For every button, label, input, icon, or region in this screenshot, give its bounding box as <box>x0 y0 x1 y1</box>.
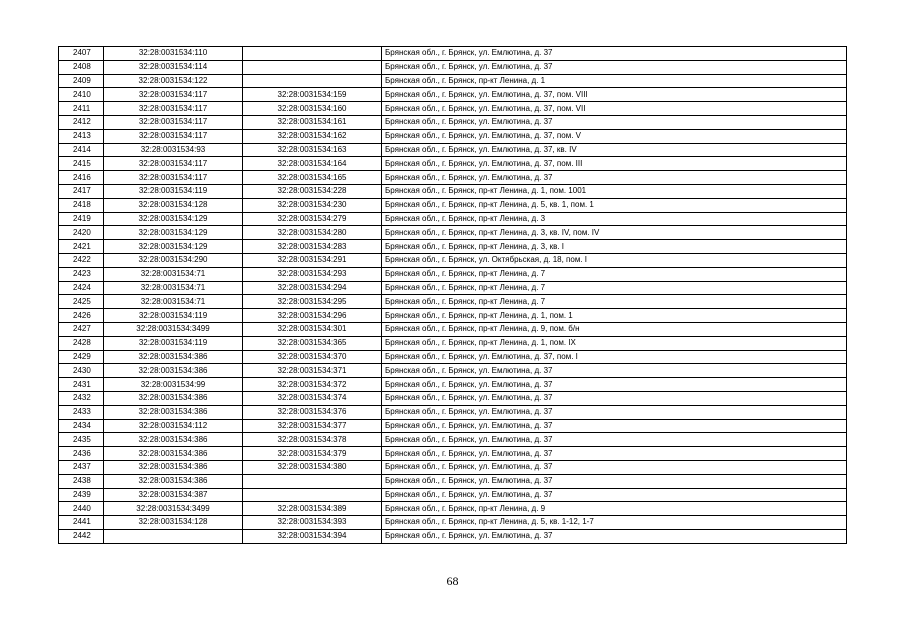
row-number-cell: 2414 <box>59 143 104 157</box>
room-cadastral-number-cell: 32:28:0031534:376 <box>243 405 382 419</box>
room-cadastral-number-cell: 32:28:0031534:296 <box>243 309 382 323</box>
table-row <box>59 281 847 295</box>
page-number: 68 <box>446 574 459 588</box>
room-cadastral-number-cell: 32:28:0031534:159 <box>243 88 382 102</box>
cadastral-number-cell <box>104 529 243 543</box>
room-cadastral-number-cell: 32:28:0031534:160 <box>243 102 382 116</box>
room-cadastral-number-cell: 32:28:0031534:379 <box>243 447 382 461</box>
row-number-cell: 2425 <box>59 295 104 309</box>
room-cadastral-number-cell: 32:28:0031534:378 <box>243 433 382 447</box>
row-number-cell: 2435 <box>59 433 104 447</box>
row-number-cell: 2420 <box>59 226 104 240</box>
row-number-cell: 2432 <box>59 391 104 405</box>
address-cell: Брянская обл., г. Брянск, пр-кт Ленина, д. 9 <box>382 502 847 516</box>
table-row <box>59 267 847 281</box>
row-number-cell: 2418 <box>59 198 104 212</box>
cadastral-number-cell: 32:28:0031534:3499 <box>104 502 243 516</box>
address-cell: Брянская обл., г. Брянск, ул. Емлютина, д. 37 <box>382 488 847 502</box>
address-cell: Брянская обл., г. Брянск, ул. Емлютина, д. 37, пом. VIII <box>382 88 847 102</box>
room-cadastral-number-cell: 32:28:0031534:293 <box>243 267 382 281</box>
row-number-cell: 2413 <box>59 129 104 143</box>
address-cell: Брянская обл., г. Брянск, ул. Емлютина, д. 37 <box>382 405 847 419</box>
table-row <box>59 240 847 254</box>
row-number-cell: 2419 <box>59 212 104 226</box>
room-cadastral-number-cell <box>243 74 382 88</box>
table-row <box>59 171 847 185</box>
address-cell: Брянская обл., г. Брянск, ул. Емлютина, д. 37, пом. VII <box>382 102 847 116</box>
cadastral-number-cell: 32:28:0031534:129 <box>104 240 243 254</box>
cadastral-number-cell: 32:28:0031534:119 <box>104 336 243 350</box>
address-cell: Брянская обл., г. Брянск, ул. Емлютина, д. 37 <box>382 391 847 405</box>
table-row <box>59 350 847 364</box>
table-row <box>59 295 847 309</box>
table-row <box>59 447 847 461</box>
table-row <box>59 516 847 530</box>
row-number-cell: 2411 <box>59 102 104 116</box>
row-number-cell: 2437 <box>59 460 104 474</box>
address-cell: Брянская обл., г. Брянск, ул. Емлютина, д. 37, пом. I <box>382 350 847 364</box>
table-row <box>59 212 847 226</box>
row-number-cell: 2430 <box>59 364 104 378</box>
room-cadastral-number-cell: 32:28:0031534:380 <box>243 460 382 474</box>
row-number-cell: 2433 <box>59 405 104 419</box>
table-row <box>59 102 847 116</box>
room-cadastral-number-cell: 32:28:0031534:301 <box>243 322 382 336</box>
room-cadastral-number-cell: 32:28:0031534:372 <box>243 378 382 392</box>
table-row <box>59 433 847 447</box>
cadastral-number-cell: 32:28:0031534:386 <box>104 391 243 405</box>
table-row <box>59 488 847 502</box>
cadastral-number-cell: 32:28:0031534:71 <box>104 267 243 281</box>
address-cell: Брянская обл., г. Брянск, ул. Емлютина, д. 37 <box>382 364 847 378</box>
address-cell: Брянская обл., г. Брянск, ул. Емлютина, д. 37, пом. V <box>382 129 847 143</box>
cadastral-number-cell: 32:28:0031534:386 <box>104 350 243 364</box>
row-number-cell: 2409 <box>59 74 104 88</box>
table-row <box>59 47 847 61</box>
cadastral-number-cell: 32:28:0031534:386 <box>104 447 243 461</box>
table-row <box>59 74 847 88</box>
room-cadastral-number-cell: 32:28:0031534:393 <box>243 516 382 530</box>
address-cell: Брянская обл., г. Брянск, ул. Емлютина, д. 37 <box>382 460 847 474</box>
room-cadastral-number-cell: 32:28:0031534:165 <box>243 171 382 185</box>
address-cell: Брянская обл., г. Брянск, ул. Емлютина, д. 37, пом. III <box>382 157 847 171</box>
table-row <box>59 115 847 129</box>
table-row <box>59 364 847 378</box>
row-number-cell: 2428 <box>59 336 104 350</box>
room-cadastral-number-cell: 32:28:0031534:374 <box>243 391 382 405</box>
table-body <box>59 47 847 544</box>
cadastral-number-cell: 32:28:0031534:387 <box>104 488 243 502</box>
cadastral-number-cell: 32:28:0031534:110 <box>104 47 243 61</box>
cadastral-number-cell: 32:28:0031534:117 <box>104 129 243 143</box>
room-cadastral-number-cell: 32:28:0031534:230 <box>243 198 382 212</box>
cadastral-number-cell: 32:28:0031534:3499 <box>104 322 243 336</box>
cadastral-number-cell: 32:28:0031534:386 <box>104 364 243 378</box>
row-number-cell: 2438 <box>59 474 104 488</box>
table-row <box>59 378 847 392</box>
table-row <box>59 143 847 157</box>
row-number-cell: 2442 <box>59 529 104 543</box>
cadastral-number-cell: 32:28:0031534:129 <box>104 226 243 240</box>
cadastral-number-cell: 32:28:0031534:122 <box>104 74 243 88</box>
address-cell: Брянская обл., г. Брянск, пр-кт Ленина, д. 7 <box>382 295 847 309</box>
room-cadastral-number-cell: 32:28:0031534:365 <box>243 336 382 350</box>
row-number-cell: 2431 <box>59 378 104 392</box>
cadastral-number-cell: 32:28:0031534:117 <box>104 171 243 185</box>
table-row <box>59 253 847 267</box>
row-number-cell: 2410 <box>59 88 104 102</box>
room-cadastral-number-cell: 32:28:0031534:294 <box>243 281 382 295</box>
address-cell: Брянская обл., г. Брянск, ул. Емлютина, д. 37 <box>382 60 847 74</box>
row-number-cell: 2422 <box>59 253 104 267</box>
cadastral-number-cell: 32:28:0031534:99 <box>104 378 243 392</box>
address-cell: Брянская обл., г. Брянск, ул. Емлютина, д. 37 <box>382 378 847 392</box>
cadastral-number-cell: 32:28:0031534:117 <box>104 157 243 171</box>
room-cadastral-number-cell: 32:28:0031534:394 <box>243 529 382 543</box>
address-cell: Брянская обл., г. Брянск, пр-кт Ленина, д. 3, кв. IV, пом. IV <box>382 226 847 240</box>
address-cell: Брянская обл., г. Брянск, пр-кт Ленина, д. 5, кв. 1, пом. 1 <box>382 198 847 212</box>
table-row <box>59 309 847 323</box>
address-cell: Брянская обл., г. Брянск, ул. Емлютина, д. 37 <box>382 47 847 61</box>
table-row <box>59 336 847 350</box>
row-number-cell: 2421 <box>59 240 104 254</box>
cadastral-number-cell: 32:28:0031534:129 <box>104 212 243 226</box>
cadastral-number-cell: 32:28:0031534:386 <box>104 474 243 488</box>
table-row <box>59 184 847 198</box>
row-number-cell: 2434 <box>59 419 104 433</box>
table-row <box>59 226 847 240</box>
room-cadastral-number-cell: 32:28:0031534:377 <box>243 419 382 433</box>
room-cadastral-number-cell: 32:28:0031534:370 <box>243 350 382 364</box>
table-row <box>59 391 847 405</box>
address-cell: Брянская обл., г. Брянск, пр-кт Ленина, д. 1, пом. 1001 <box>382 184 847 198</box>
cadastral-number-cell: 32:28:0031534:71 <box>104 295 243 309</box>
room-cadastral-number-cell <box>243 474 382 488</box>
row-number-cell: 2408 <box>59 60 104 74</box>
row-number-cell: 2440 <box>59 502 104 516</box>
cadastral-number-cell: 32:28:0031534:386 <box>104 405 243 419</box>
table-row <box>59 129 847 143</box>
address-cell: Брянская обл., г. Брянск, пр-кт Ленина, д. 7 <box>382 267 847 281</box>
cadastral-number-cell: 32:28:0031534:128 <box>104 516 243 530</box>
row-number-cell: 2429 <box>59 350 104 364</box>
table-row <box>59 405 847 419</box>
cadastral-number-cell: 32:28:0031534:119 <box>104 309 243 323</box>
row-number-cell: 2423 <box>59 267 104 281</box>
row-number-cell: 2426 <box>59 309 104 323</box>
address-cell: Брянская обл., г. Брянск, ул. Емлютина, д. 37 <box>382 419 847 433</box>
cadastral-number-cell: 32:28:0031534:117 <box>104 115 243 129</box>
table-row <box>59 460 847 474</box>
row-number-cell: 2441 <box>59 516 104 530</box>
room-cadastral-number-cell: 32:28:0031534:279 <box>243 212 382 226</box>
room-cadastral-number-cell: 32:28:0031534:280 <box>243 226 382 240</box>
address-cell: Брянская обл., г. Брянск, пр-кт Ленина, д. 1, пом. IX <box>382 336 847 350</box>
address-cell: Брянская обл., г. Брянск, ул. Емлютина, д. 37 <box>382 447 847 461</box>
row-number-cell: 2424 <box>59 281 104 295</box>
address-cell: Брянская обл., г. Брянск, ул. Емлютина, д. 37, кв. IV <box>382 143 847 157</box>
table-row <box>59 474 847 488</box>
row-number-cell: 2427 <box>59 322 104 336</box>
table-row <box>59 198 847 212</box>
row-number-cell: 2439 <box>59 488 104 502</box>
room-cadastral-number-cell: 32:28:0031534:371 <box>243 364 382 378</box>
address-cell: Брянская обл., г. Брянск, ул. Емлютина, д. 37 <box>382 171 847 185</box>
table-row <box>59 157 847 171</box>
row-number-cell: 2416 <box>59 171 104 185</box>
address-cell: Брянская обл., г. Брянск, ул. Емлютина, д. 37 <box>382 529 847 543</box>
address-cell: Брянская обл., г. Брянск, ул. Емлютина, д. 37 <box>382 433 847 447</box>
cadastral-table <box>58 46 847 544</box>
row-number-cell: 2407 <box>59 47 104 61</box>
table-row <box>59 529 847 543</box>
room-cadastral-number-cell <box>243 47 382 61</box>
cadastral-number-cell: 32:28:0031534:114 <box>104 60 243 74</box>
table-row <box>59 419 847 433</box>
room-cadastral-number-cell <box>243 60 382 74</box>
cadastral-number-cell: 32:28:0031534:117 <box>104 88 243 102</box>
address-cell: Брянская обл., г. Брянск, пр-кт Ленина, д. 7 <box>382 281 847 295</box>
cadastral-number-cell: 32:28:0031534:128 <box>104 198 243 212</box>
table-row <box>59 502 847 516</box>
room-cadastral-number-cell: 32:28:0031534:389 <box>243 502 382 516</box>
room-cadastral-number-cell: 32:28:0031534:295 <box>243 295 382 309</box>
cadastral-number-cell: 32:28:0031534:386 <box>104 460 243 474</box>
room-cadastral-number-cell: 32:28:0031534:228 <box>243 184 382 198</box>
room-cadastral-number-cell <box>243 488 382 502</box>
row-number-cell: 2412 <box>59 115 104 129</box>
cadastral-number-cell: 32:28:0031534:117 <box>104 102 243 116</box>
room-cadastral-number-cell: 32:28:0031534:162 <box>243 129 382 143</box>
row-number-cell: 2436 <box>59 447 104 461</box>
table-row <box>59 88 847 102</box>
address-cell: Брянская обл., г. Брянск, пр-кт Ленина, д. 3 <box>382 212 847 226</box>
table-row <box>59 60 847 74</box>
cadastral-number-cell: 32:28:0031534:386 <box>104 433 243 447</box>
address-cell: Брянская обл., г. Брянск, пр-кт Ленина, д. 1 <box>382 74 847 88</box>
row-number-cell: 2415 <box>59 157 104 171</box>
cadastral-number-cell: 32:28:0031534:71 <box>104 281 243 295</box>
room-cadastral-number-cell: 32:28:0031534:291 <box>243 253 382 267</box>
cadastral-number-cell: 32:28:0031534:112 <box>104 419 243 433</box>
address-cell: Брянская обл., г. Брянск, ул. Емлютина, д. 37 <box>382 474 847 488</box>
address-cell: Брянская обл., г. Брянск, ул. Октябрьская, д. 18, пом. I <box>382 253 847 267</box>
address-cell: Брянская обл., г. Брянск, пр-кт Ленина, д. 1, пом. 1 <box>382 309 847 323</box>
address-cell: Брянская обл., г. Брянск, ул. Емлютина, д. 37 <box>382 115 847 129</box>
cadastral-number-cell: 32:28:0031534:119 <box>104 184 243 198</box>
address-cell: Брянская обл., г. Брянск, пр-кт Ленина, д. 9, пом. б/н <box>382 322 847 336</box>
row-number-cell: 2417 <box>59 184 104 198</box>
room-cadastral-number-cell: 32:28:0031534:164 <box>243 157 382 171</box>
address-cell: Брянская обл., г. Брянск, пр-кт Ленина, д. 5, кв. 1-12, 1-7 <box>382 516 847 530</box>
room-cadastral-number-cell: 32:28:0031534:163 <box>243 143 382 157</box>
address-cell: Брянская обл., г. Брянск, пр-кт Ленина, д. 3, кв. I <box>382 240 847 254</box>
room-cadastral-number-cell: 32:28:0031534:161 <box>243 115 382 129</box>
cadastral-number-cell: 32:28:0031534:93 <box>104 143 243 157</box>
cadastral-number-cell: 32:28:0031534:290 <box>104 253 243 267</box>
table-row <box>59 322 847 336</box>
room-cadastral-number-cell: 32:28:0031534:283 <box>243 240 382 254</box>
